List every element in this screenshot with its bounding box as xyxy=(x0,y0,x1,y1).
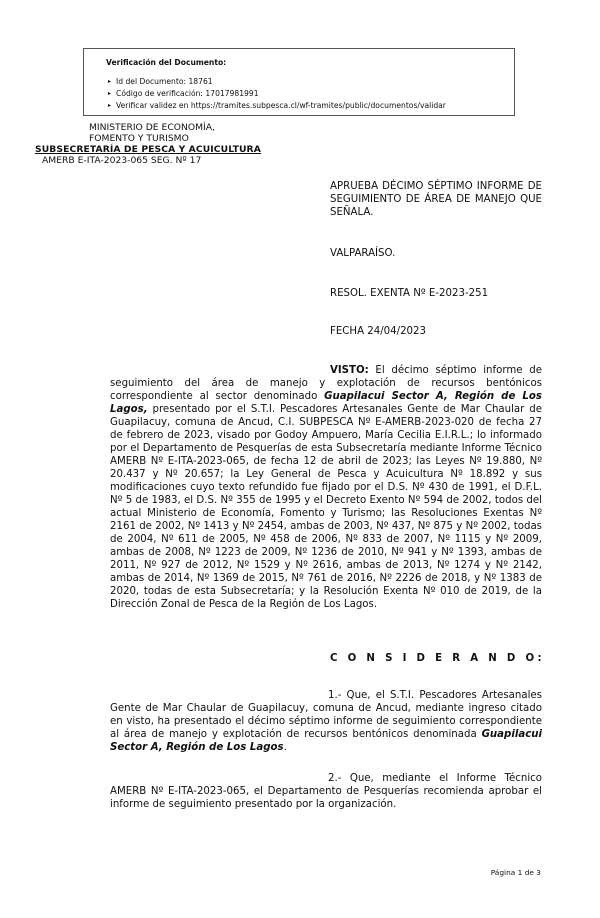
visto-text-1: El décimo séptimo informe de seguimiento del área de manejo y explotación de recursos bentónicos correspondiente al sector denominado xyxy=(110,365,542,402)
resolution-city: VALPARAÍSO. xyxy=(330,248,396,259)
resolution-title: APRUEBA DÉCIMO SÉPTIMO INFORME DE SEGUIMIENTO DE ÁREA DE MANEJO QUE SEÑALA. xyxy=(330,181,542,218)
visto-area-name: Guapilacui Sector A, Región de Los Lagos, xyxy=(110,391,542,415)
visto-label: VISTO: xyxy=(330,365,369,376)
considerando-heading: C O N S I D E R A N D O: xyxy=(330,653,545,664)
considerando-item-1 xyxy=(110,689,542,754)
verification-link[interactable]: ▸ Verificar validez en https://tramites.subpesca.cl/wf-tramites/public/documentos/validar xyxy=(108,100,514,112)
considerando-1-text: 1.- Que, el S.T.I. Pescadores Artesanales Gente de Mar Chaular de Guapilacuy, comuna de Ancud, mediante ingreso citado en visto, ha presentado el décimo séptimo informe de seguimiento correspondiente al área de manejo y explotación de recursos bentónicos denominada xyxy=(110,690,542,740)
ministry-name-cont: FOMENTO Y TURISMO xyxy=(89,133,189,144)
visto-paragraph xyxy=(110,364,542,611)
considerando-1-area: Guapilacui Sector A, Región de Los Lagos xyxy=(110,729,542,753)
verification-code: ▸ Código de verificación: 17017981991 xyxy=(108,88,514,100)
visto-text-2: presentado por el S.T.I. Pescadores Artesanales Gente de Mar Chaular de Guapilacuy, comuna de Ancud, C.I. SUBPESCA Nº E-AMERB-2023-020 de fecha 27 de febrero de 2023, visado por Godoy Ampuero, María Cecilia E.I.R.L.; lo informado por el Departamento de Pesquerías de esta Subsecretaría mediante Informe Técnico AMERB Nº E-ITA-2023-065, de fecha 12 de abril de 2023; las Leyes Nº 19.880, Nº 20.437 y Nº 20.657; la Ley General de Pesca y Acuicultura Nº 18.892 y sus modificaciones cuyo texto refundido fue fijado por el D.S. Nº 430 de 1991, el D.F.L. Nº 5 de 1983, el D.S. Nº 355 de 1995 y el Decreto Exento Nº 594 de 2002, todos del actual Ministerio de Economía, Fomento y Turismo; las Resoluciones Exentas Nº 2161 de 2002, Nº 1413 y Nº 2454, ambas de 2003, Nº 437, Nº 875 y Nº 2002, todas de 2004, Nº 611 de 2005, Nº 458 de 2006, Nº 833 de 2007, Nº 1115 y Nº 2009, ambas de 2008, Nº 1223 de 2009, Nº 1236 de 2010, Nº 941 y Nº 1393, ambas de 2011, Nº 927 de 2012, Nº 1529 y Nº 2616, ambas de 2013, Nº 1274 y Nº 2142, ambas de 2014, Nº 1369 de 2015, Nº 761 de 2016, Nº 2226 de 2018, y Nº 1383 de 2020, todas de esta Subsecretaría; y la Resolución Exenta Nº 010 de 2019, de la Dirección Zonal de Pesca de la Región de Los Lagos. xyxy=(110,404,542,610)
considerando-1-end: . xyxy=(283,742,287,753)
verification-list xyxy=(106,76,514,112)
document-reference: AMERB E-ITA-2023-065 SEG. Nº 17 xyxy=(42,155,202,166)
considerando-item-2: 2.- Que, mediante el Informe Técnico AMERB Nº E-ITA-2023-065, el Departamento de Pesquerías recomienda aprobar el informe de seguimiento presentado por la organización. xyxy=(110,773,542,810)
resolution-date: FECHA 24/04/2023 xyxy=(330,326,426,337)
resolution-number: RESOL. EXENTA Nº E-2023-251 xyxy=(330,288,489,299)
ministry-header xyxy=(35,122,275,166)
verification-document-id: ▸ Id del Documento: 18761 xyxy=(108,76,514,88)
verification-box xyxy=(83,48,515,116)
page-number: Página 1 de 3 xyxy=(490,868,541,877)
subsecretaria-name: SUBSECRETARÍA DE PESCA Y ACUICULTURA xyxy=(35,144,261,155)
ministry-name: MINISTERIO DE ECONOMÍA, xyxy=(89,122,215,133)
verification-title: Verificación del Documento: xyxy=(106,58,227,67)
